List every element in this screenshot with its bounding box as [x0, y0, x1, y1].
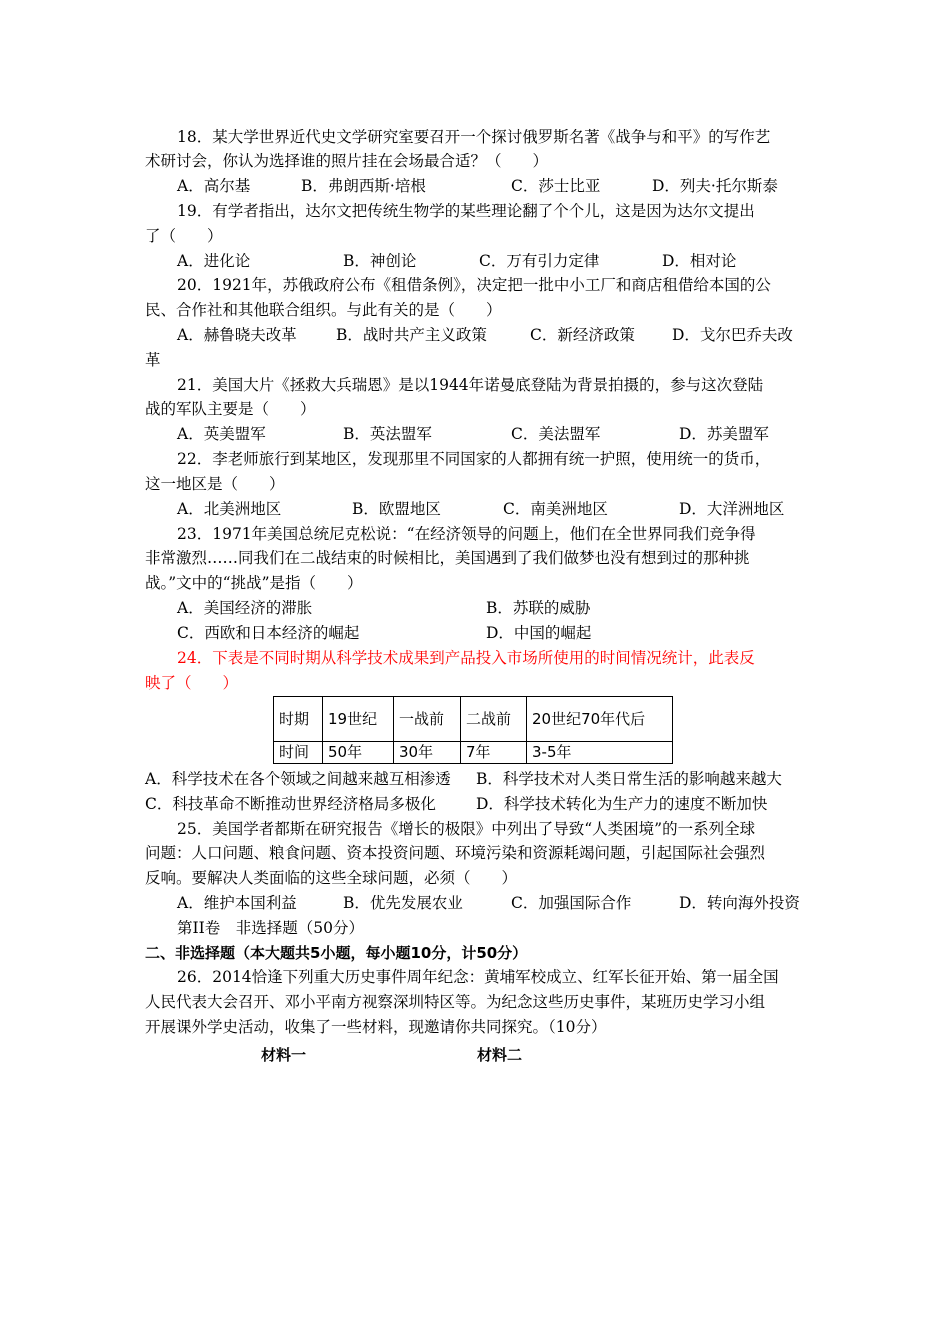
q20-option-d: D．戈尔巴乔夫改	[672, 326, 793, 344]
q20-option-c: C．新经济政策	[530, 326, 635, 344]
q22-option-a: A．北美洲地区	[177, 500, 282, 518]
table-cell: 50年	[323, 742, 394, 764]
table-cell: 30年	[394, 742, 461, 764]
q22-stem-line1: 22．李老师旅行到某地区，发现那里不同国家的人都拥有统一护照，使用统一的货币，	[177, 450, 771, 468]
q21-option-a: A．英美盟军	[177, 425, 266, 443]
q21-stem-line2: 战的军队主要是（ ）	[145, 400, 316, 418]
volume-title: 第II卷 非选择题（50分）	[177, 919, 364, 937]
q19-option-b: B．神创论	[343, 252, 417, 270]
q22-option-c: C．南美洲地区	[503, 500, 608, 518]
q24-stats-table	[273, 696, 673, 764]
q18-stem-line2: 术研讨会，你认为选择谁的照片挂在会场最合适？（ ）	[145, 152, 549, 170]
q25-stem-line1: 25．美国学者都斯在研究报告《增长的极限》中列出了导致“人类困境”的一系列全球	[177, 820, 756, 838]
q18-option-b: B．弗朗西斯·培根	[301, 177, 426, 195]
q24-option-b: B．科学技术对人类日常生活的影响越来越大	[476, 770, 782, 788]
q21-option-d: D．苏美盟军	[679, 425, 769, 443]
q19-option-c: C．万有引力定律	[479, 252, 600, 270]
q25-option-c: C．加强国际合作	[511, 894, 632, 912]
section-heading: 二、非选择题（本大题共5小题，每小题10分，计50分）	[145, 944, 528, 962]
q21-stem-line1: 21．美国大片《拯救大兵瑞恩》是以1944年诺曼底登陆为背景拍摄的，参与这次登陆	[177, 376, 764, 394]
material-one-label: 材料一	[261, 1046, 307, 1064]
table-cell: 一战前	[394, 697, 461, 742]
q24-stem-line1: 24．下表是不同时期从科学技术成果到产品投入市场所使用的时间情况统计，此表反	[177, 649, 755, 667]
q18-stem-line1: 18．某大学世界近代史文学研究室要召开一个探讨俄罗斯名著《战争与和平》的写作艺	[177, 128, 771, 146]
q21-option-c: C．美法盟军	[511, 425, 601, 443]
q25-stem-line2: 问题：人口问题、粮食问题、资本投资问题、环境污染和资源耗竭问题，引起国际社会强烈	[145, 844, 766, 862]
table-cell: 19世纪	[323, 697, 394, 742]
table-cell: 20世纪70年代后	[527, 697, 673, 742]
table-cell: 7年	[461, 742, 527, 764]
q26-stem-line2: 人民代表大会召开、邓小平南方视察深圳特区等。为纪念这些历史事件，某班历史学习小组	[145, 993, 766, 1011]
q18-option-c: C．莎士比亚	[511, 177, 601, 195]
table-row	[274, 697, 673, 742]
table-cell: 时期	[274, 697, 323, 742]
q21-option-b: B．英法盟军	[343, 425, 432, 443]
q20-option-d-wrap: 革	[145, 351, 161, 369]
material-two-label: 材料二	[477, 1046, 523, 1064]
q23-option-b: B．苏联的威胁	[486, 599, 591, 617]
q22-option-d: D．大洋洲地区	[679, 500, 785, 518]
q26-stem-line3: 开展课外学史活动，收集了一些材料，现邀请你共同探究。（10分）	[145, 1018, 607, 1036]
q24-option-c: C．科技革命不断推动世界经济格局多极化	[145, 795, 436, 813]
q23-stem-line1: 23．1971年美国总统尼克松说：“在经济领导的问题上，他们在全世界同我们竞争得	[177, 525, 756, 543]
q20-stem-line2: 民、合作社和其他联合组织。与此有关的是（ ）	[145, 301, 502, 319]
q20-option-a: A．赫鲁晓夫改革	[177, 326, 297, 344]
q25-option-d: D．转向海外投资	[679, 894, 800, 912]
q23-stem-line3: 战。”文中的“挑战”是指（ ）	[145, 574, 363, 592]
q18-option-d: D．列夫·托尔斯泰	[652, 177, 778, 195]
q23-option-d: D．中国的崛起	[486, 624, 592, 642]
q24-option-a: A．科学技术在各个领域之间越来越互相渗透	[145, 770, 451, 788]
q25-option-a: A．维护本国利益	[177, 894, 297, 912]
q25-option-b: B．优先发展农业	[343, 894, 463, 912]
q24-option-d: D．科学技术转化为生产力的速度不断加快	[476, 795, 768, 813]
q26-stem-line1: 26．2014恰逢下列重大历史事件周年纪念：黄埔军校成立、红军长征开始、第一届全国	[177, 968, 779, 986]
q19-stem-line2: 了（ ）	[145, 227, 223, 245]
table-cell: 3-5年	[527, 742, 673, 764]
q24-stem-line2: 映了（ ）	[145, 674, 239, 692]
q25-stem-line3: 反响。要解决人类面临的这些全球问题，必须（ ）	[145, 869, 518, 887]
table-cell: 二战前	[461, 697, 527, 742]
q18-option-a: A．高尔基	[177, 177, 251, 195]
q22-stem-line2: 这一地区是（ ）	[145, 475, 285, 493]
q23-option-a: A．美国经济的滞胀	[177, 599, 313, 617]
q19-stem-line1: 19．有学者指出，达尔文把传统生物学的某些理论翻了个个儿，这是因为达尔文提出	[177, 202, 755, 220]
q19-option-a: A．进化论	[177, 252, 251, 270]
table-cell: 时间	[274, 742, 323, 764]
q23-option-c: C．西欧和日本经济的崛起	[177, 624, 360, 642]
q23-stem-line2: 非常激烈……同我们在二战结束的时候相比，美国遇到了我们做梦也没有想到过的那种挑	[145, 549, 750, 567]
q19-option-d: D．相对论	[662, 252, 737, 270]
table-row	[274, 742, 673, 764]
q20-stem-line1: 20．1921年，苏俄政府公布《租借条例》，决定把一批中小工厂和商店租借给本国的公	[177, 276, 771, 294]
q22-option-b: B．欧盟地区	[352, 500, 441, 518]
q20-option-b: B．战时共产主义政策	[336, 326, 487, 344]
